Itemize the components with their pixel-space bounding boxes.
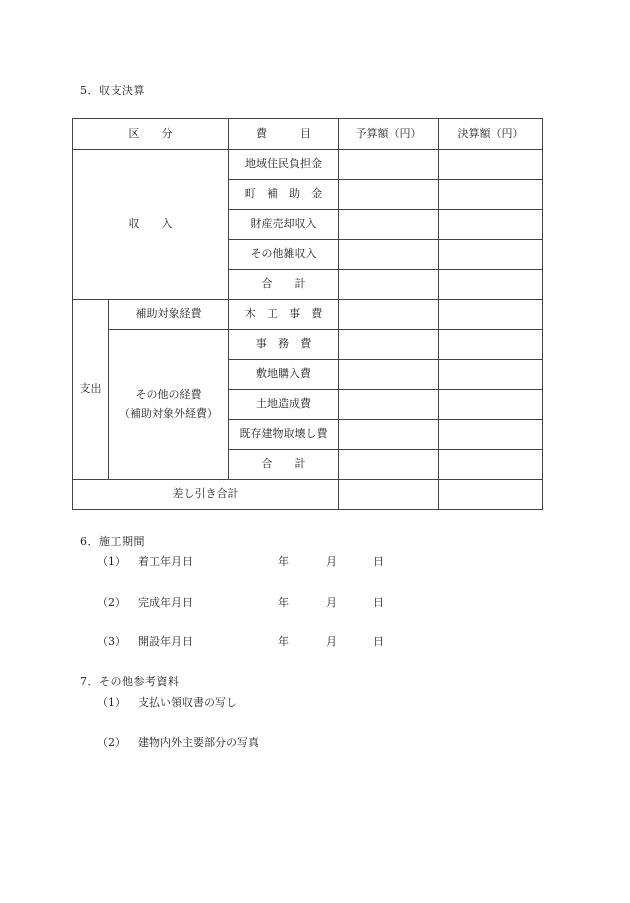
yosan-cell[interactable] [339,330,439,360]
expense-item: 既存建物取壊し費 [229,420,339,450]
kessan-cell[interactable] [439,330,543,360]
balance-label: 差し引き合計 [73,480,339,510]
period-day: 日 [373,635,384,648]
yosan-cell[interactable] [339,180,439,210]
reference-label: 支払い領収書の写し [138,696,237,709]
other-expense-label-line2: （補助対象外経費） [119,406,218,420]
period-month: 月 [326,555,337,568]
period-num: （2） [97,596,126,609]
period-label: 完成年月日 [138,596,193,609]
reference-num: （1） [97,696,126,709]
table-row [73,300,543,330]
kessan-cell[interactable] [439,450,543,480]
income-label: 収 入 [73,150,229,300]
yosan-cell[interactable] [339,450,439,480]
kessan-cell[interactable] [439,390,543,420]
kessan-cell[interactable] [439,270,543,300]
income-item: 財産売却収入 [229,210,339,240]
expense-item: 土地造成費 [229,390,339,420]
expense-item: 木 工 事 費 [229,300,339,330]
header-kubun: 区 分 [73,119,229,150]
expense-total: 合 計 [229,450,339,480]
other-expense-label-line1: その他の経費 [135,387,202,401]
kessan-cell[interactable] [439,480,543,510]
table-row [73,480,543,510]
expense-item: 事 務 費 [229,330,339,360]
period-num: （3） [97,635,126,648]
expense-label: 支出 [73,300,109,480]
kessan-cell[interactable] [439,360,543,390]
kessan-cell[interactable] [439,210,543,240]
period-label: 着工年月日 [138,555,193,568]
yosan-cell[interactable] [339,300,439,330]
header-kessan: 決算額（円） [439,119,543,150]
other-expense-label [109,330,229,480]
header-himoku: 費 目 [229,119,339,150]
period-label: 開設年月日 [138,635,193,648]
table-row [73,150,543,180]
yosan-cell[interactable] [339,270,439,300]
expense-item: 敷地購入費 [229,360,339,390]
subsidized-label: 補助対象経費 [109,300,229,330]
period-day: 日 [373,596,384,609]
period-year: 年 [278,635,289,648]
period-year: 年 [278,596,289,609]
header-yosan: 予算額（円） [339,119,439,150]
period-month: 月 [326,635,337,648]
yosan-cell[interactable] [339,420,439,450]
section-5-title: 5．収支決算 [80,84,145,97]
kessan-cell[interactable] [439,420,543,450]
yosan-cell[interactable] [339,240,439,270]
kessan-cell[interactable] [439,240,543,270]
reference-num: （2） [97,736,126,749]
income-item: 町 補 助 金 [229,180,339,210]
income-item: 地域住民負担金 [229,150,339,180]
income-item: その他雑収入 [229,240,339,270]
yosan-cell[interactable] [339,210,439,240]
yosan-cell[interactable] [339,390,439,420]
yosan-cell[interactable] [339,150,439,180]
income-total: 合 計 [229,270,339,300]
period-num: （1） [97,555,126,568]
period-month: 月 [326,596,337,609]
table-row [73,330,543,360]
table-header-row [73,119,543,150]
kessan-cell[interactable] [439,300,543,330]
kessan-cell[interactable] [439,180,543,210]
reference-label: 建物内外主要部分の写真 [138,736,259,749]
section-7-title: 7．その他参考資料 [80,675,180,688]
yosan-cell[interactable] [339,360,439,390]
budget-table [72,118,543,510]
period-day: 日 [373,555,384,568]
yosan-cell[interactable] [339,480,439,510]
section-6-title: 6．施工期間 [80,535,145,548]
period-year: 年 [278,555,289,568]
kessan-cell[interactable] [439,150,543,180]
